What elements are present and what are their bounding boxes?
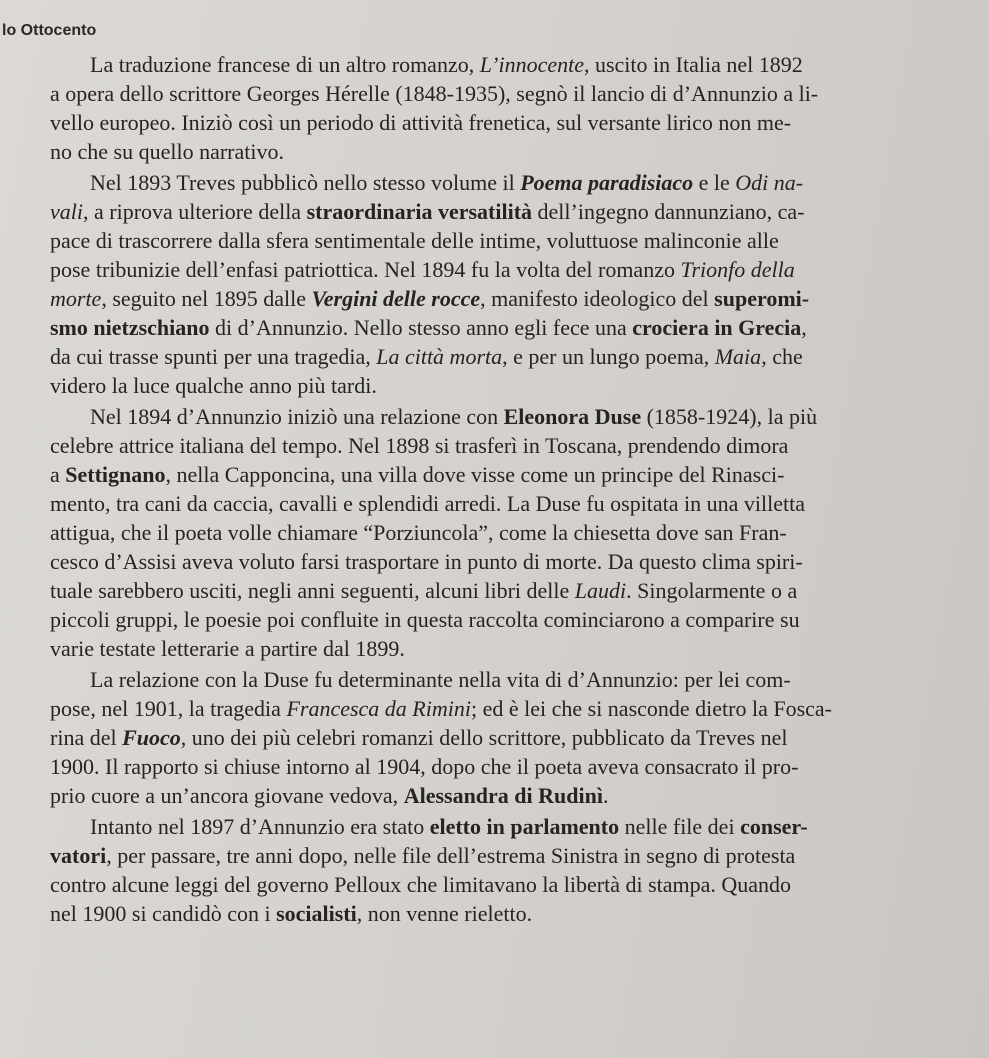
text-run: pose tribunizie dell’enfasi patriottica. Nel 1894 fu la volta del romanzo <box>50 257 681 282</box>
text-run: , che <box>761 344 803 369</box>
text-line <box>50 489 970 518</box>
running-head: lo Ottocento <box>2 22 97 39</box>
text-run: , a riprova ulteriore della <box>83 199 307 224</box>
emphasized-text: morte <box>50 286 102 311</box>
text-run: nelle file dei <box>619 814 741 839</box>
text-run: e le <box>693 170 736 195</box>
text-line <box>50 50 970 79</box>
emphasized-text: vatori <box>50 843 107 868</box>
text-line <box>50 342 970 371</box>
emphasized-text: Poema paradisiaco <box>520 170 694 195</box>
text-run: Nel 1894 d’Annunzio iniziò una relazione con <box>90 404 504 429</box>
text-run: . Singolarmente o a <box>626 578 798 603</box>
text-run: tuale sarebbero usciti, negli anni seguenti, alcuni libri delle <box>50 578 575 603</box>
text-run: ; ed è lei che si nasconde dietro la Fosca- <box>470 696 833 721</box>
text-line <box>50 665 970 694</box>
emphasized-text: conser- <box>740 814 808 839</box>
text-run: varie testate letterarie a partire dal 1899. <box>50 636 405 661</box>
emphasized-text: crociera in Grecia <box>632 315 802 340</box>
text-run: . <box>602 783 609 808</box>
text-run: , per passare, tre anni dopo, nelle file dell’estrema Sinistra in segno di protesta <box>106 843 796 868</box>
emphasized-text: Laudi <box>574 578 627 603</box>
text-line <box>50 781 970 810</box>
text-run: prio cuore a un’ancora giovane vedova, <box>50 783 404 808</box>
emphasized-text: smo nietzschiano <box>50 315 210 340</box>
text-line <box>50 752 970 781</box>
text-line <box>50 723 970 752</box>
text-run: Intanto nel 1897 d’Annunzio era stato <box>90 814 430 839</box>
text-run: a <box>50 462 66 487</box>
text-run: a opera dello scrittore Georges Hérelle (1848-1935), segnò il lancio di d’Annunzio a li- <box>50 81 819 106</box>
text-run: 1900. Il rapporto si chiuse intorno al 1904, dopo che il poeta aveva consacrato il pro- <box>50 754 799 779</box>
text-line <box>50 634 970 663</box>
emphasized-text: Trionfo della <box>680 257 795 282</box>
text-line <box>50 371 970 400</box>
emphasized-text: straordinaria versatilità <box>306 199 533 224</box>
emphasized-text: Alessandra di Rudinì <box>403 783 603 808</box>
text-run: La relazione con la Duse fu determinante nella vita di d’Annunzio: per lei com- <box>90 667 791 692</box>
text-run: La traduzione francese di un altro romanzo, <box>90 52 480 77</box>
text-line <box>50 460 970 489</box>
text-line <box>50 226 970 255</box>
emphasized-text: La città morta <box>376 344 503 369</box>
text-run: celebre attrice italiana del tempo. Nel 1898 si trasferì in Toscana, prendendo dimora <box>50 433 789 458</box>
text-line <box>50 518 970 547</box>
text-line <box>50 284 970 313</box>
text-line <box>50 402 970 431</box>
body-text <box>50 50 970 928</box>
text-run: pace di trascorrere dalla sfera sentimentale delle intime, voluttuose malinconie alle <box>50 228 779 253</box>
text-run: pose, nel 1901, la tragedia <box>50 696 287 721</box>
text-line <box>50 431 970 460</box>
text-run: vello europeo. Iniziò così un periodo di attività frenetica, sul versante lirico non me- <box>50 110 792 135</box>
text-run: no che su quello narrativo. <box>50 139 284 164</box>
text-line <box>50 547 970 576</box>
text-run: rina del <box>50 725 123 750</box>
text-run: , uscito in Italia nel 1892 <box>583 52 803 77</box>
emphasized-text: Vergini delle rocce <box>311 286 481 311</box>
text-line <box>50 255 970 284</box>
emphasized-text: Francesca da Rimini <box>286 696 471 721</box>
text-line <box>50 197 970 226</box>
emphasized-text: eletto in parlamento <box>429 814 620 839</box>
emphasized-text: Eleonora Duse <box>503 404 642 429</box>
text-line <box>50 899 970 928</box>
text-run: , seguito nel 1895 dalle <box>101 286 312 311</box>
text-run: dell’ingegno dannunziano, ca- <box>532 199 805 224</box>
text-run: nel 1900 si candidò con i <box>50 901 277 926</box>
text-run: , manifesto ideologico del <box>480 286 715 311</box>
emphasized-text: socialisti <box>276 901 357 926</box>
emphasized-text: superomi- <box>714 286 810 311</box>
text-line <box>50 313 970 342</box>
emphasized-text: Settignano <box>65 462 166 487</box>
text-run: , nella Capponcina, una villa dove visse come un principe del Rinasci- <box>165 462 785 487</box>
text-line <box>50 694 970 723</box>
text-run: , non venne rieletto. <box>356 901 533 926</box>
text-run: attigua, che il poeta volle chiamare “Porziuncola”, come la chiesetta dove san Fran- <box>50 520 787 545</box>
text-run: contro alcune leggi del governo Pelloux che limitavano la libertà di stampa. Quando <box>50 872 792 897</box>
text-run: , uno dei più celebri romanzi dello scrittore, pubblicato da Treves nel <box>180 725 788 750</box>
text-line <box>50 168 970 197</box>
text-run: piccoli gruppi, le poesie poi confluite in questa raccolta cominciarono a comparire su <box>50 607 800 632</box>
text-run: da cui trasse spunti per una tragedia, <box>50 344 377 369</box>
text-line <box>50 137 970 166</box>
text-line <box>50 870 970 899</box>
emphasized-text: Fuoco <box>122 725 181 750</box>
emphasized-text: Odi na- <box>735 170 804 195</box>
text-run: cesco d’Assisi aveva voluto farsi trasportare in punto di morte. Da questo clima spiri- <box>50 549 803 574</box>
emphasized-text: vali <box>50 199 83 224</box>
text-run: (1858-1924), la più <box>641 404 818 429</box>
emphasized-text: L’innocente <box>479 52 584 77</box>
text-line <box>50 605 970 634</box>
text-line <box>50 841 970 870</box>
emphasized-text: Maia <box>714 344 762 369</box>
text-line <box>50 108 970 137</box>
text-run: Nel 1893 Treves pubblicò nello stesso volume il <box>90 170 521 195</box>
text-line <box>50 812 970 841</box>
text-run: mento, tra cani da caccia, cavalli e splendidi arredi. La Duse fu ospitata in una villetta <box>50 491 806 516</box>
text-run: videro la luce qualche anno più tardi. <box>50 373 377 398</box>
text-run: , e per un lungo poema, <box>502 344 715 369</box>
text-line <box>50 79 970 108</box>
text-run: di d’Annunzio. Nello stesso anno egli fece una <box>209 315 633 340</box>
text-run: , <box>801 315 807 340</box>
text-line <box>50 576 970 605</box>
